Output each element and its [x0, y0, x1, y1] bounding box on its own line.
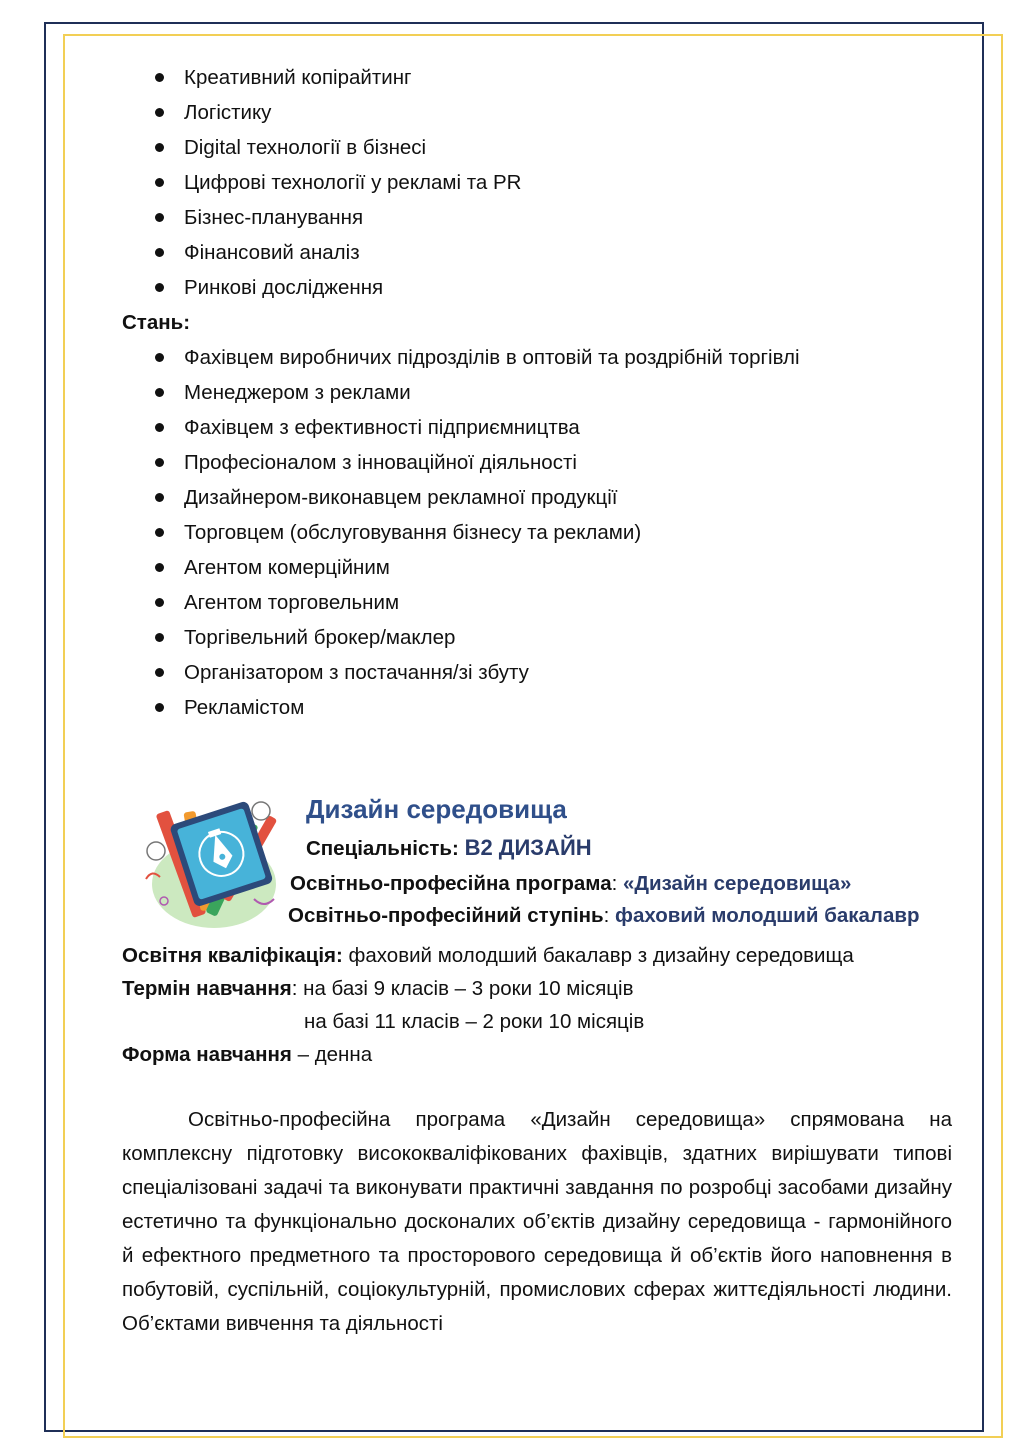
duration-row-2 — [122, 1005, 952, 1038]
bullet-icon — [155, 668, 164, 677]
page-content — [122, 60, 952, 1362]
program-label: Освітньо-професійна програма — [290, 872, 612, 895]
level-label: Освітньо-професійний ступінь — [288, 904, 604, 927]
list-item: Торговцем (обслуговування бізнесу та реклами) — [122, 515, 952, 550]
bullet-icon — [155, 213, 164, 222]
program-description: Освітньо-професійна програма «Дизайн середовища» спрямована на комплексну підготовку висококваліфікованих фахівців, здатних вирішувати типові спеціалізовані задачі та виконувати практичні завдання по розробці засобами дизайну естетично та функціонально досконалих об’єктів дизайну середовища - гармонійного й ефектного предметного та просторового середовища й об’єктів його наповнення в побутовій, суспільній, соціокультурній, промислових сферах життєдіяльності людини. Об’єктами вивчення та діяльності — [122, 1108, 952, 1335]
list-item: Дизайнером-виконавцем рекламної продукції — [122, 480, 952, 515]
list-item: Професіоналом з інноваційної діяльності — [122, 445, 952, 480]
bullet-icon — [155, 528, 164, 537]
list-item: Логістику — [122, 95, 952, 130]
program-header — [122, 789, 952, 939]
bullet-icon — [155, 283, 164, 292]
specialty-value: В2 ДИЗАЙН — [464, 835, 592, 860]
list-item: Агентом торговельним — [122, 585, 952, 620]
list-item: Агентом комерційним — [122, 550, 952, 585]
bullet-icon — [155, 703, 164, 712]
bullet-icon — [155, 423, 164, 432]
level-row — [288, 899, 919, 933]
level-value: фаховий молодший бакалавр — [615, 904, 920, 927]
list-item: Фахівцем виробничих підрозділів в оптовій та роздрібній торгівлі — [122, 340, 952, 375]
bullet-icon — [155, 108, 164, 117]
skills-list — [122, 60, 952, 305]
qualification-value: фаховий молодший бакалавр з дизайну середовища — [342, 944, 854, 967]
program-row — [290, 867, 851, 901]
form-label: Форма навчання — [122, 1043, 292, 1066]
bullet-icon — [155, 353, 164, 362]
specialty-row — [306, 831, 592, 866]
bullet-icon — [155, 458, 164, 467]
bullet-icon — [155, 388, 164, 397]
list-item: Фінансовий аналіз — [122, 235, 952, 270]
form-value: – денна — [291, 1043, 373, 1066]
program-title: Дизайн середовища — [306, 794, 567, 824]
duration-row — [122, 972, 952, 1005]
bullet-icon — [155, 178, 164, 187]
specialty-label: Спеціальність: — [306, 837, 459, 860]
program-colon: : — [611, 872, 624, 895]
list-item: Фахівцем з ефективності підприємництва — [122, 410, 952, 445]
list-item: Ринкові дослідження — [122, 270, 952, 305]
list-item: Бізнес-планування — [122, 200, 952, 235]
bullet-icon — [155, 73, 164, 82]
qualification-row — [122, 939, 952, 972]
duration-value-1: : на базі 9 класів – 3 роки 10 місяців — [291, 977, 634, 1000]
careers-heading: Стань: — [122, 311, 191, 334]
list-item: Рекламістом — [122, 690, 952, 725]
bullet-icon — [155, 143, 164, 152]
duration-label: Термін навчання — [122, 977, 292, 1000]
list-item: Digital технології в бізнесі — [122, 130, 952, 165]
list-item: Креативний копірайтинг — [122, 60, 952, 95]
bullet-icon — [155, 493, 164, 502]
list-item: Менеджером з реклами — [122, 375, 952, 410]
bullet-icon — [155, 598, 164, 607]
form-row — [122, 1038, 952, 1071]
bullet-icon — [155, 563, 164, 572]
careers-list — [122, 340, 952, 725]
level-colon: : — [603, 904, 616, 927]
qualification-label: Освітня кваліфікація: — [122, 944, 343, 967]
list-item: Цифрові технології у рекламі та PR — [122, 165, 952, 200]
list-item: Торгівельний брокер/маклер — [122, 620, 952, 655]
list-item: Організатором з постачання/зі збуту — [122, 655, 952, 690]
bullet-icon — [155, 633, 164, 642]
design-tools-illustration-icon — [134, 789, 284, 939]
duration-value-2: на базі 11 класів – 2 роки 10 місяців — [304, 1010, 645, 1033]
bullet-icon — [155, 248, 164, 257]
section-spacer — [122, 725, 952, 789]
program-value: «Дизайн середовища» — [623, 872, 852, 895]
